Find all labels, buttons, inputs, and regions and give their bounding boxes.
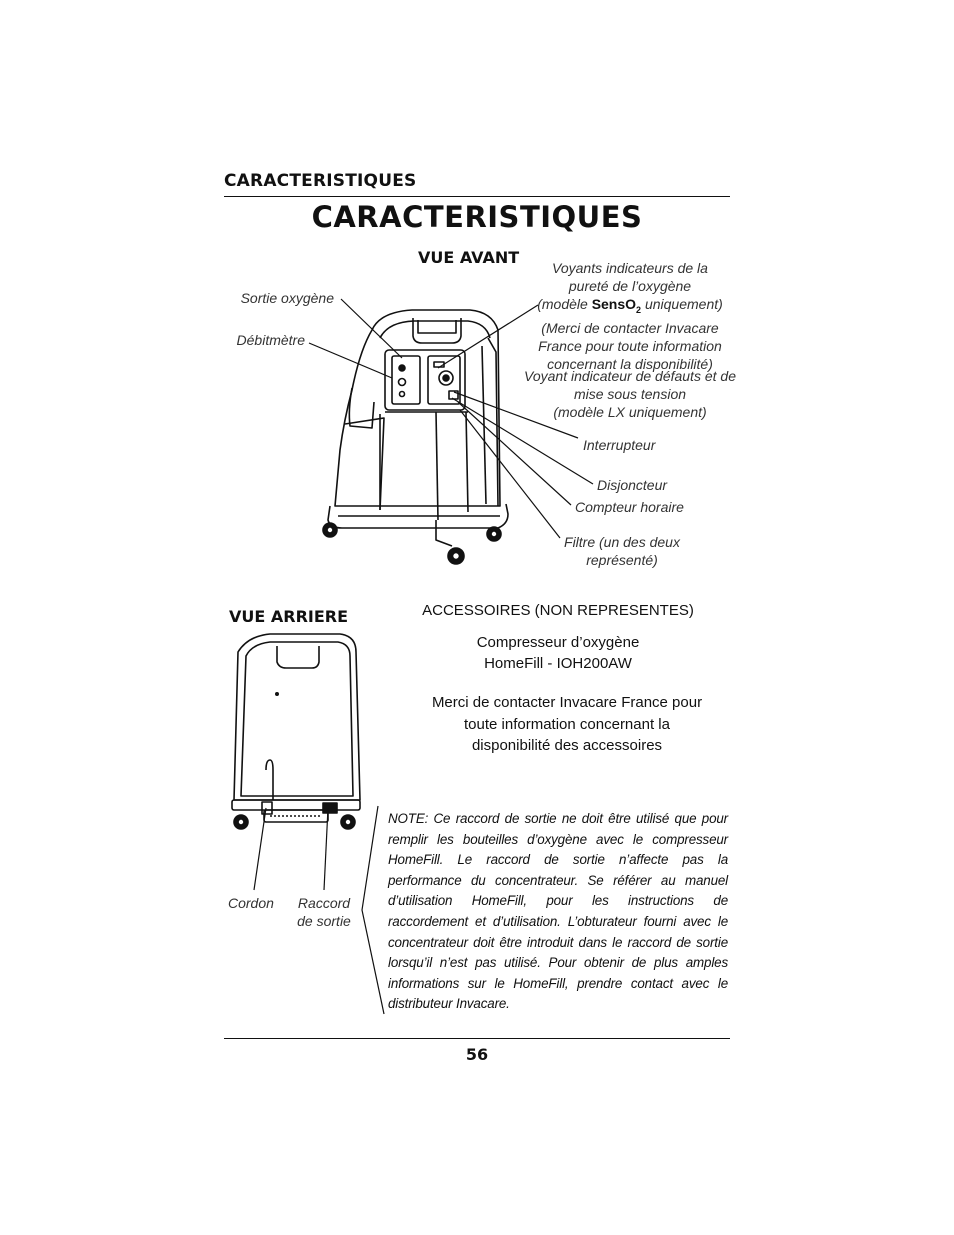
leader-filtre	[460, 410, 560, 538]
homefill-note: NOTE: Ce raccord de sortie ne doit être utilisé que pour remplir les bouteilles d’oxygène avec le compresseur HomeFill. Le raccord de sortie n’affecte pas la performance du concentrateur. Se référer au manuel d’utilisation HomeFill, pour les instructions de raccordement et d’utilisation. L’obturateur fourni avec le concentrateur doit être introduit dans le raccord de sortie lorsqu’il n’est pas utilisé. Pour obtenir de plus amples informations sur le HomeFill, prendre contact avec le distributeur Invacare.	[388, 811, 728, 1012]
page-title: CARACTERISTIQUES	[311, 200, 643, 234]
rear-view-illustration	[232, 634, 360, 829]
label-raccord-sortie: Raccord de sortie	[297, 895, 351, 929]
accessories-contact: Merci de contacter Invacare France pour toute information concernant la disponibilité des accessoires	[431, 694, 703, 754]
label-compteur-horaire: Compteur horaire	[575, 499, 684, 515]
label-interrupteur: Interrupteur	[583, 437, 656, 453]
label-cordon: Cordon	[228, 895, 274, 911]
leader-cordon	[254, 808, 266, 890]
leader-debitmetre	[309, 343, 392, 378]
label-filtre: Filtre (un des deux représenté)	[564, 534, 680, 568]
page-number: 56	[465, 1045, 489, 1064]
rear-view-heading: VUE ARRIERE	[229, 607, 349, 626]
label-voyant-defauts: Voyant indicateur de défauts et de mise sous tension (modèle LX uniquement)	[524, 368, 736, 420]
accessory-item: Compresseur d’oxygène HomeFill - IOH200AW	[476, 634, 640, 672]
label-debitmetre: Débitmètre	[236, 332, 305, 348]
leader-sortie-oxygene	[341, 299, 402, 358]
leader-raccord	[324, 808, 328, 890]
label-sortie-oxygene: Sortie oxygène	[240, 290, 334, 306]
label-voyants-purete: Voyants indicateurs de la pureté de l’oxygène (modèle SensO$_2$ uniquement) (Merci de contacter Invacare France pour toute information concernant la disponibilité)	[537, 260, 723, 372]
section-header: CARACTERISTIQUES	[224, 171, 417, 191]
label-disjoncteur: Disjoncteur	[597, 477, 668, 493]
senso2-brand: SensO$_2$	[591, 296, 642, 315]
accessories-heading: ACCESSOIRES (NON REPRESENTES)	[422, 602, 694, 619]
note-bracket	[362, 806, 384, 1014]
front-view-heading: VUE AVANT	[418, 248, 520, 267]
bottom-rule	[224, 1038, 730, 1039]
